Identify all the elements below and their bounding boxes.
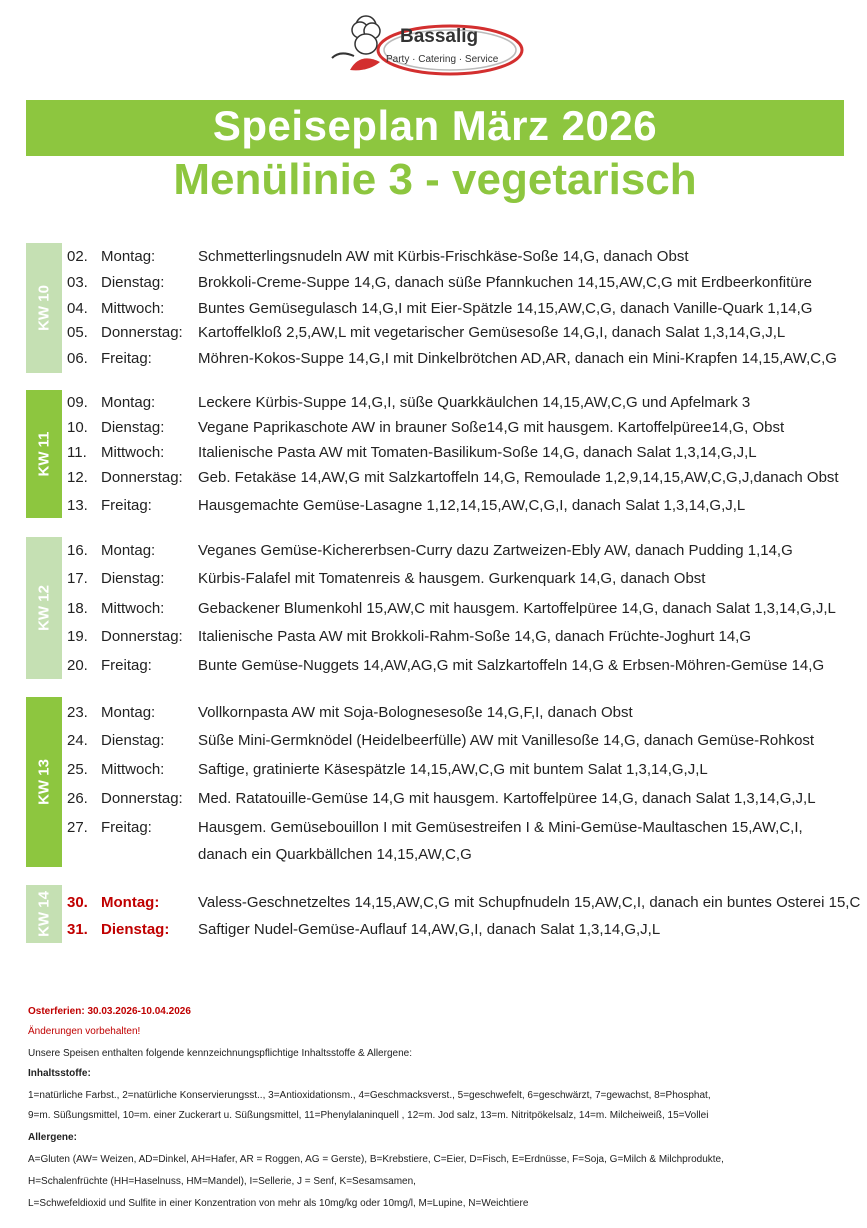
dish-text: Bunte Gemüse-Nuggets 14,AW,AG,G mit Salzkartoffeln 14,G & Erbsen-Möhren-Gemüse 14,G xyxy=(198,657,825,674)
dish-text: Buntes Gemüsegulasch 14,G,I mit Eier-Spätzle 14,15,AW,C,G, danach Vanille-Quark 1,14,G xyxy=(198,300,813,317)
menu-row: 12. Donnerstag: Geb. Fetakäse 14,AW,G mit Salzkartoffeln 14,G, Remoulade 1,2,9,14,15,AW,C,G,J,danach Obst xyxy=(67,469,839,486)
menu-row: 17. Dienstag: Kürbis-Falafel mit Tomatenreis & hausgem. Gurkenquark 14,G, danach Obst xyxy=(67,570,706,587)
menu-row: 04. Mittwoch: Buntes Gemüsegulasch 14,G,I mit Eier-Spätzle 14,15,AW,C,G, danach Vanille-Quark 1,14,G xyxy=(67,300,813,317)
dish-text: Leckere Kürbis-Suppe 14,G,I, süße Quarkkäulchen 14,15,AW,C,G und Apfelmark 3 xyxy=(198,394,751,411)
allergens-heading: Allergene: xyxy=(28,1132,77,1143)
allergens-line: A=Gluten (AW= Weizen, AD=Dinkel, AH=Hafer, AR = Roggen, AG = Gerste), B=Krebstiere, C=Eier, D=Fisch, E=Erdnüsse, F=Soja, G=Milch & Milchprodukte, xyxy=(28,1154,724,1165)
dish-text: Möhren-Kokos-Suppe 14,G,I mit Dinkelbrötchen AD,AR, danach ein Mini-Krapfen 14,15,AW,C,G xyxy=(198,350,837,367)
dish-text: Saftige, gratinierte Käsespätzle 14,15,AW,C,G mit buntem Salat 1,3,14,G,J,L xyxy=(198,761,708,778)
menu-row: 05. Donnerstag: Kartoffelkloß 2,5,AW,L mit vegetarischer Gemüsesoße 14,G,I, danach Salat 1,3,14,G,J,L xyxy=(67,324,786,341)
company-logo xyxy=(320,12,530,82)
dish-text: Geb. Fetakäse 14,AW,G mit Salzkartoffeln 14,G, Remoulade 1,2,9,14,15,AW,C,G,J,danach Obst xyxy=(198,469,839,486)
menu-row: 19. Donnerstag: Italienische Pasta AW mit Brokkoli-Rahm-Soße 14,G, danach Früchte-Joghurt 14,G xyxy=(67,628,752,645)
menu-row-holiday: 30. Montag: Valess-Geschnetzeltes 14,15,AW,C,G mit Schupfnudeln 15,AW,C,I, danach ein buntes Osterei 15,C xyxy=(67,894,861,911)
dish-text: Brokkoli-Creme-Suppe 14,G, danach süße Pfannkuchen 14,15,AW,C,G mit Erdbeerkonfitüre xyxy=(198,274,812,291)
dish-text: Hausgem. Gemüsebouillon I mit Gemüsestreifen I & Mini-Gemüse-Maultaschen 15,AW,C,I, xyxy=(198,819,803,836)
menu-row: 16. Montag: Veganes Gemüse-Kichererbsen-Curry dazu Zartweizen-Ebly AW, danach Pudding 1,14,G xyxy=(67,542,793,559)
dish-text: Schmetterlingsnudeln AW mit Kürbis-Frischkäse-Soße 14,G, danach Obst xyxy=(198,248,689,265)
dish-text: Hausgemachte Gemüse-Lasagne 1,12,14,15,AW,C,G,I, danach Salat 1,3,14,G,J,L xyxy=(198,497,746,514)
menu-row: 10. Dienstag: Vegane Paprikaschote AW in brauner Soße14,G mit hausgem. Kartoffelpüree14,G, Obst xyxy=(67,419,785,436)
menu-row: 03. Dienstag: Brokkoli-Creme-Suppe 14,G, danach süße Pfannkuchen 14,15,AW,C,G mit Erdbeerkonfitüre xyxy=(67,274,812,291)
dish-text: danach ein Quarkbällchen 14,15,AW,C,G xyxy=(198,846,472,863)
dish-text: Vollkornpasta AW mit Soja-Bolognesesoße 14,G,F,I, danach Obst xyxy=(198,704,633,721)
dish-text: Kürbis-Falafel mit Tomatenreis & hausgem. Gurkenquark 14,G, danach Obst xyxy=(198,570,706,587)
dish-text: Italienische Pasta AW mit Tomaten-Basilikum-Soße 14,G, danach Salat 1,3,14,G,J,L xyxy=(198,444,757,461)
holiday-notice: Osterferien: 30.03.2026-10.04.2026 xyxy=(28,1006,191,1017)
menu-row: 20. Freitag: Bunte Gemüse-Nuggets 14,AW,AG,G mit Salzkartoffeln 14,G & Erbsen-Möhren-Gemüse 14,G xyxy=(67,657,825,674)
ingredients-heading: Inhaltsstoffe: xyxy=(28,1068,91,1079)
dish-text: Saftiger Nudel-Gemüse-Auflauf 14,AW,G,I, danach Salat 1,3,14,G,J,L xyxy=(198,921,661,938)
menu-row-holiday: 31. Dienstag: Saftiger Nudel-Gemüse-Auflauf 14,AW,G,I, danach Salat 1,3,14,G,J,L xyxy=(67,921,661,938)
menu-row: 02. Montag: Schmetterlingsnudeln AW mit Kürbis-Frischkäse-Soße 14,G, danach Obst xyxy=(67,248,689,265)
dish-text: Kartoffelkloß 2,5,AW,L mit vegetarischer Gemüsesoße 14,G,I, danach Salat 1,3,14,G,J,L xyxy=(198,324,786,341)
week-label-kw13: KW 13 xyxy=(26,697,62,867)
menu-row: 13. Freitag: Hausgemachte Gemüse-Lasagne 1,12,14,15,AW,C,G,I, danach Salat 1,3,14,G,J,L xyxy=(67,497,746,514)
week-label-kw11: KW 11 xyxy=(26,390,62,518)
menu-row: 27. Freitag: Hausgem. Gemüsebouillon I mit Gemüsestreifen I & Mini-Gemüse-Maultaschen 15,AW,C,I, xyxy=(67,819,803,836)
dish-text: Gebackener Blumenkohl 15,AW,C mit hausgem. Kartoffelpüree 14,G, danach Salat 1,3,14,G,J,L xyxy=(198,600,836,617)
menu-line-subtitle: Menülinie 3 - vegetarisch xyxy=(173,155,697,204)
week-label-kw14: KW 14 xyxy=(26,885,62,943)
ingredients-line: 9=m. Süßungsmittel, 10=m. einer Zuckerart u. Süßungsmittel, 11=Phenylalaninquell , 12=m. Jod salz, 13=m. Nitritpökelsalz, 14=m. Milcheiweiß, 15=Vollei xyxy=(28,1110,709,1121)
allergen-intro: Unsere Speisen enthalten folgende kennzeichnungspflichtige Inhaltsstoffe & Allergene: xyxy=(28,1048,412,1059)
menu-row: 23. Montag: Vollkornpasta AW mit Soja-Bolognesesoße 14,G,F,I, danach Obst xyxy=(67,704,633,721)
week-label-kw10: KW 10 xyxy=(26,243,62,373)
dish-text: Valess-Geschnetzeltes 14,15,AW,C,G mit Schupfnudeln 15,AW,C,I, danach ein buntes Osterei 15,C xyxy=(198,894,861,911)
page-title: Speiseplan März 2026 xyxy=(212,102,658,149)
menu-row: 24. Dienstag: Süße Mini-Germknödel (Heidelbeerfülle) AW mit Vanillesoße 14,G, danach Gemüse-Rohkost xyxy=(67,732,815,749)
company-tagline: Party · Catering · Service xyxy=(386,54,499,65)
menu-row: 06. Freitag: Möhren-Kokos-Suppe 14,G,I mit Dinkelbrötchen AD,AR, danach ein Mini-Krapfen 14,15,AW,C,G xyxy=(67,350,837,367)
allergens-line: H=Schalenfrüchte (HH=Haselnuss, HM=Mandel), I=Sellerie, J = Senf, K=Sesamsamen, xyxy=(28,1176,416,1187)
ingredients-line: 1=natürliche Farbst., 2=natürliche Konservierungsst.., 3=Antioxidationsm., 4=Geschmacksverst., 5=geschwefelt, 6=geschwärzt, 7=gewachst, 8=Phosphat, xyxy=(28,1090,711,1101)
dish-text: Vegane Paprikaschote AW in brauner Soße14,G mit hausgem. Kartoffelpüree14,G, Obst xyxy=(198,419,785,436)
changes-notice: Änderungen vorbehalten! xyxy=(28,1026,141,1037)
menu-row: 11. Mittwoch: Italienische Pasta AW mit Tomaten-Basilikum-Soße 14,G, danach Salat 1,3,14,G,J,L xyxy=(67,444,757,461)
week-label-kw12: KW 12 xyxy=(26,537,62,679)
dish-text: Med. Ratatouille-Gemüse 14,G mit hausgem. Kartoffelpüree 14,G, danach Salat 1,3,14,G,J,L xyxy=(198,790,816,807)
menu-row: 25. Mittwoch: Saftige, gratinierte Käsespätzle 14,15,AW,C,G mit buntem Salat 1,3,14,G,J,L xyxy=(67,761,708,778)
menu-row: 26. Donnerstag: Med. Ratatouille-Gemüse 14,G mit hausgem. Kartoffelpüree 14,G, danach Salat 1,3,14,G,J,L xyxy=(67,790,816,807)
allergens-line: L=Schwefeldioxid und Sulfite in einer Konzentration von mehr als 10mg/kg oder 10mg/l, M=Lupine, N=Weichtiere xyxy=(28,1198,529,1209)
dish-text: Veganes Gemüse-Kichererbsen-Curry dazu Zartweizen-Ebly AW, danach Pudding 1,14,G xyxy=(198,542,793,559)
menu-row: 09. Montag: Leckere Kürbis-Suppe 14,G,I, süße Quarkkäulchen 14,15,AW,C,G und Apfelmark 3 xyxy=(67,394,751,411)
company-name: Bassalig xyxy=(400,26,479,47)
dish-text: Süße Mini-Germknödel (Heidelbeerfülle) AW mit Vanillesoße 14,G, danach Gemüse-Rohkost xyxy=(198,732,815,749)
dish-text: Italienische Pasta AW mit Brokkoli-Rahm-Soße 14,G, danach Früchte-Joghurt 14,G xyxy=(198,628,752,645)
menu-row: 18. Mittwoch: Gebackener Blumenkohl 15,AW,C mit hausgem. Kartoffelpüree 14,G, danach Salat 1,3,14,G,J,L xyxy=(67,600,836,617)
